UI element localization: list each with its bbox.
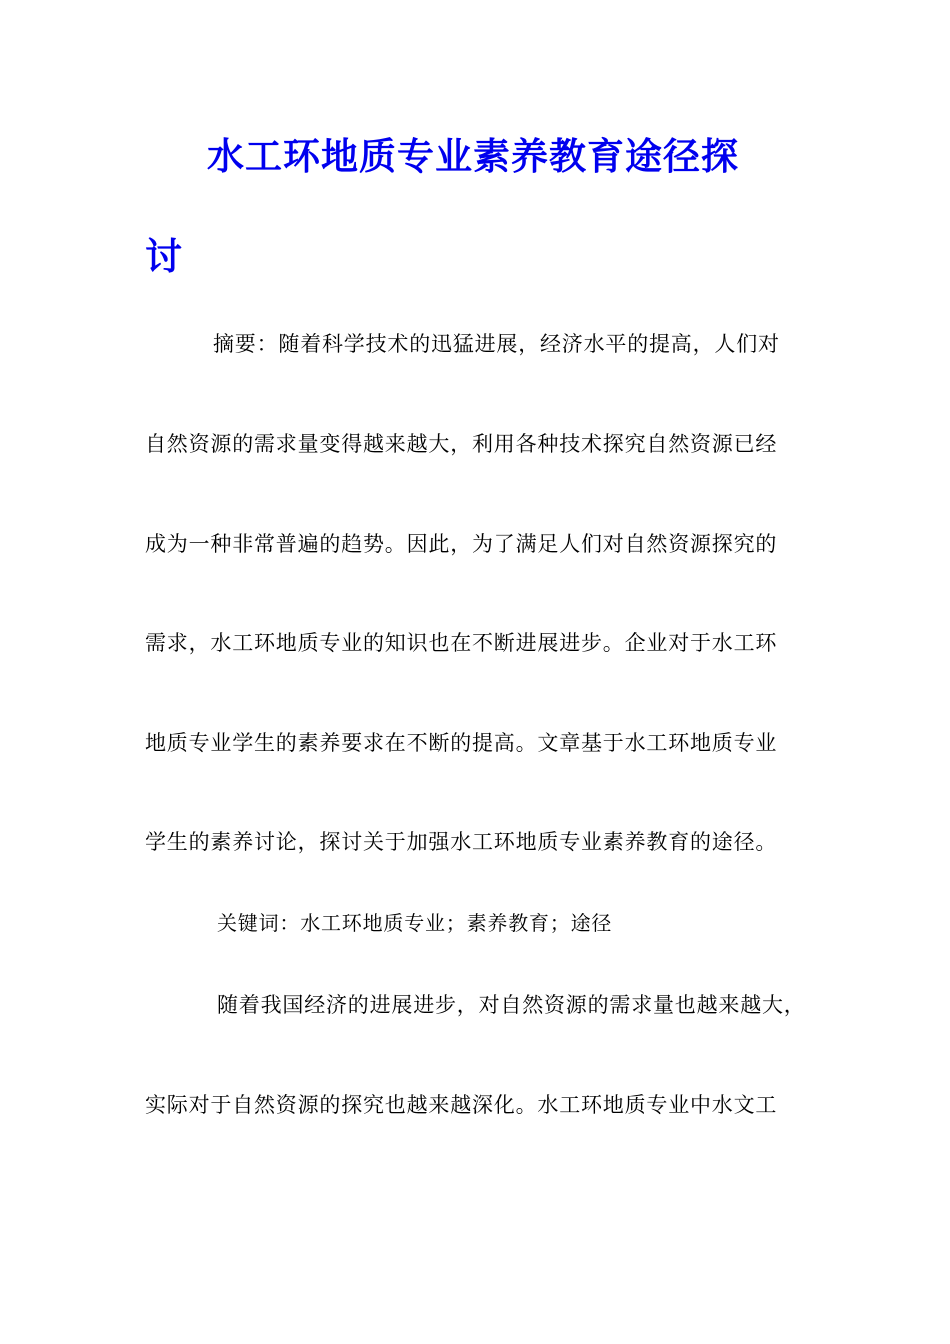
abstract-line-6: 学生的素养讨论，探讨关于加强水工环地质专业素养教育的途径。 <box>145 830 778 854</box>
abstract-line-5: 地质专业学生的素养要求在不断的提高。文章基于水工环地质专业 <box>145 731 778 755</box>
abstract-line-2: 自然资源的需求量变得越来越大，利用各种技术探究自然资源已经 <box>145 432 778 456</box>
abstract-line-3: 成为一种非常普遍的趋势。因此，为了满足人们对自然资源探究的 <box>145 532 778 556</box>
abstract-line-4: 需求，水工环地质专业的知识也在不断进展进步。企业对于水工环 <box>145 631 778 655</box>
keywords-line: 关键词：水工环地质专业；素养教育；途径 <box>217 911 613 935</box>
body-paragraph-line-2: 实际对于自然资源的探究也越来越深化。水工环地质专业中水文工 <box>145 1093 778 1117</box>
document-title-line-1: 水工环地质专业素养教育途径探 <box>207 135 739 178</box>
abstract-line-1: 摘要：随着科学技术的迅猛进展，经济水平的提高，人们对 <box>213 332 780 356</box>
document-title-line-2: 讨 <box>145 235 183 278</box>
body-paragraph-line-1: 随着我国经济的进展进步，对自然资源的需求量也越来越大， <box>217 993 806 1017</box>
